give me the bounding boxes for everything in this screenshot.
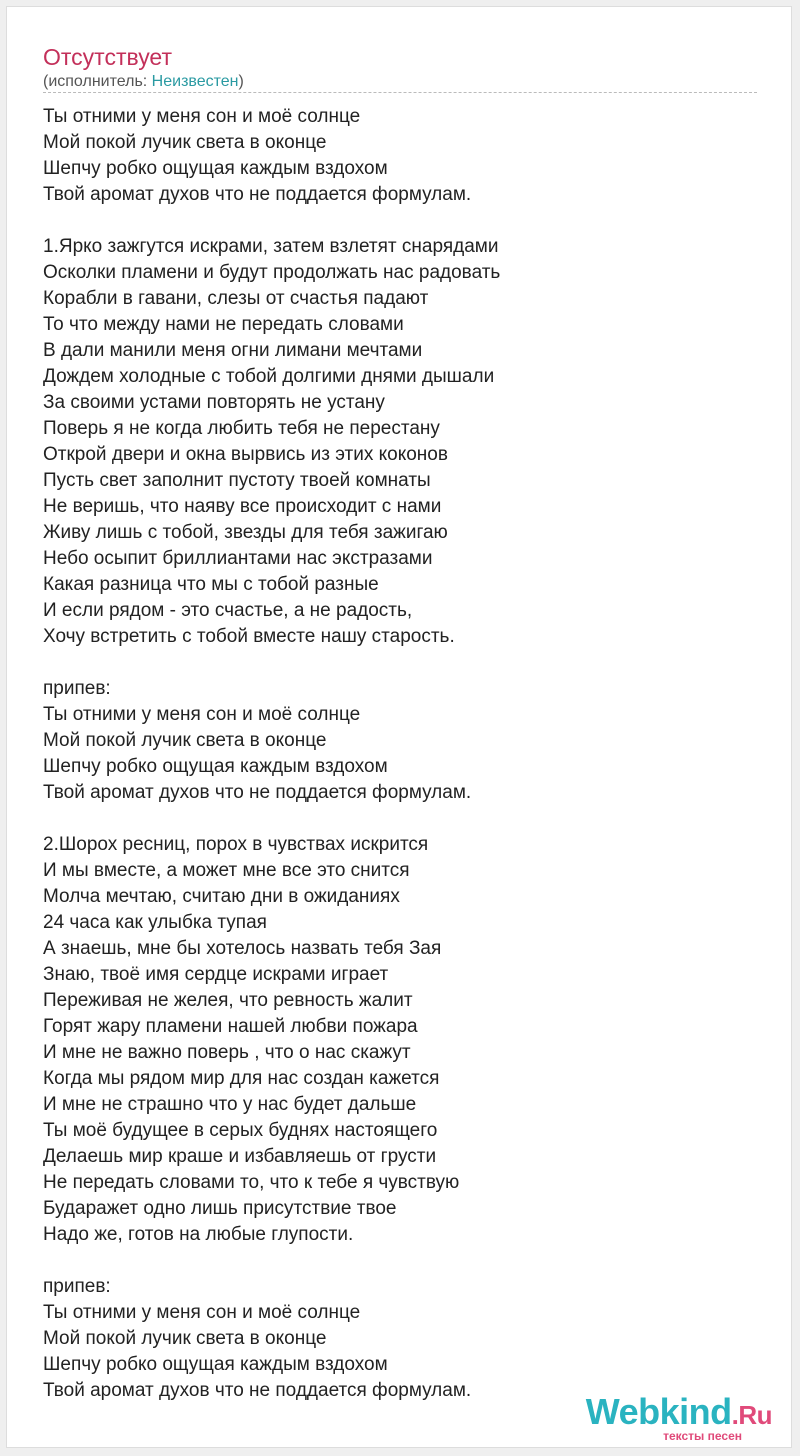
lyric-line: А знаешь, мне бы хотелось назвать тебя Зая: [43, 938, 442, 959]
title-divider: [43, 92, 757, 93]
lyric-line: Знаю, твоё имя сердце искрами играет: [43, 964, 389, 985]
artist-suffix: ): [238, 73, 244, 90]
lyric-line: Хочу встретить с тобой вместе нашу старость.: [43, 626, 455, 647]
lyric-line: Ты отними у меня сон и моё солнце: [43, 704, 361, 725]
lyric-line: Какая разница что мы с тобой разные: [43, 574, 379, 595]
artist-link[interactable]: Неизвестен: [151, 73, 239, 90]
lyric-line: Шепчу робко ощущая каждым вздохом: [43, 756, 388, 777]
lyric-line: И мы вместе, а может мне все это снится: [43, 860, 410, 881]
artist-prefix: (исполнитель:: [43, 73, 152, 90]
lyric-line: Ты моё будущее в серых буднях настоящего: [43, 1120, 438, 1141]
lyric-line: За своими устами повторять не устану: [43, 392, 385, 413]
lyric-blank-line: [43, 806, 763, 832]
lyric-line: Мой покой лучик света в оконце: [43, 1328, 327, 1349]
lyric-line: В дали манили меня огни лимани мечтами: [43, 340, 423, 361]
lyric-line: Небо осыпит бриллиантами нас экстразами: [43, 548, 433, 569]
lyric-blank-line: [43, 1248, 763, 1274]
lyric-line: Ты отними у меня сон и моё солнце: [43, 106, 361, 127]
lyric-line: Открой двери и окна вырвись из этих коконов: [43, 444, 448, 465]
lyric-line: припев:: [43, 678, 111, 699]
lyric-line: Твой аромат духов что не поддается формулам.: [43, 782, 472, 803]
lyric-line: Мой покой лучик света в оконце: [43, 730, 327, 751]
lyric-line: Твой аромат духов что не поддается формулам.: [43, 1380, 472, 1401]
lyric-line: Живу лишь с тобой, звезды для тебя зажигаю: [43, 522, 448, 543]
lyric-line: И мне не страшно что у нас будет дальше: [43, 1094, 417, 1115]
lyric-line: Делаешь мир краше и избавляешь от грусти: [43, 1146, 437, 1167]
lyric-line: Поверь я не когда любить тебя не перестану: [43, 418, 440, 439]
webkind-logo[interactable]: [586, 1393, 772, 1442]
lyric-line: Корабли в гавани, слезы от счастья падают: [43, 288, 429, 309]
lyric-line: Ты отними у меня сон и моё солнце: [43, 1302, 361, 1323]
lyric-line: 24 часа как улыбка тупая: [43, 912, 267, 933]
lyric-line: Не веришь, что наяву все происходит с нами: [43, 496, 442, 517]
lyrics-text: [43, 104, 763, 1404]
lyric-line: Надо же, готов на любые глупости.: [43, 1224, 354, 1245]
lyric-blank-line: [43, 208, 763, 234]
lyric-line: Молча мечтаю, считаю дни в ожиданиях: [43, 886, 400, 907]
artist-line: [43, 72, 244, 92]
lyric-line: Когда мы рядом мир для нас создан кажется: [43, 1068, 440, 1089]
lyric-line: Шепчу робко ощущая каждым вздохом: [43, 1354, 388, 1375]
lyric-line: Осколки пламени и будут продолжать нас радовать: [43, 262, 501, 283]
lyric-blank-line: [43, 650, 763, 676]
lyric-line: И если рядом - это счастье, а не радость,: [43, 600, 413, 621]
logo-domain: .Ru: [731, 1400, 772, 1430]
logo-main-text: Webkind: [585, 1391, 732, 1432]
lyric-line: Бударажет одно лишь присутствие твое: [43, 1198, 397, 1219]
logo-tagline: тексты песен: [663, 1429, 742, 1443]
logo-wordmark: [586, 1393, 772, 1434]
song-title: Отсутствует: [43, 44, 172, 70]
lyric-line: Пусть свет заполнит пустоту твоей комнаты: [43, 470, 431, 491]
lyric-line: Горят жару пламени нашей любви пожара: [43, 1016, 418, 1037]
lyric-line: 2.Шорох ресниц, порох в чувствах искрится: [43, 834, 429, 855]
lyric-line: То что между нами не передать словами: [43, 314, 404, 335]
lyric-line: Дождем холодные с тобой долгими днями дышали: [43, 366, 495, 387]
lyric-line: Шепчу робко ощущая каждым вздохом: [43, 158, 388, 179]
lyric-line: Не передать словами то, что к тебе я чувствую: [43, 1172, 460, 1193]
lyric-line: Твой аромат духов что не поддается формулам.: [43, 184, 472, 205]
lyric-line: Переживая не желея, что ревность жалит: [43, 990, 413, 1011]
lyric-line: 1.Ярко зажгутся искрами, затем взлетят снарядами: [43, 236, 499, 257]
lyric-line: Мой покой лучик света в оконце: [43, 132, 327, 153]
lyric-line: припев:: [43, 1276, 111, 1297]
lyric-line: И мне не важно поверь , что о нас скажут: [43, 1042, 411, 1063]
